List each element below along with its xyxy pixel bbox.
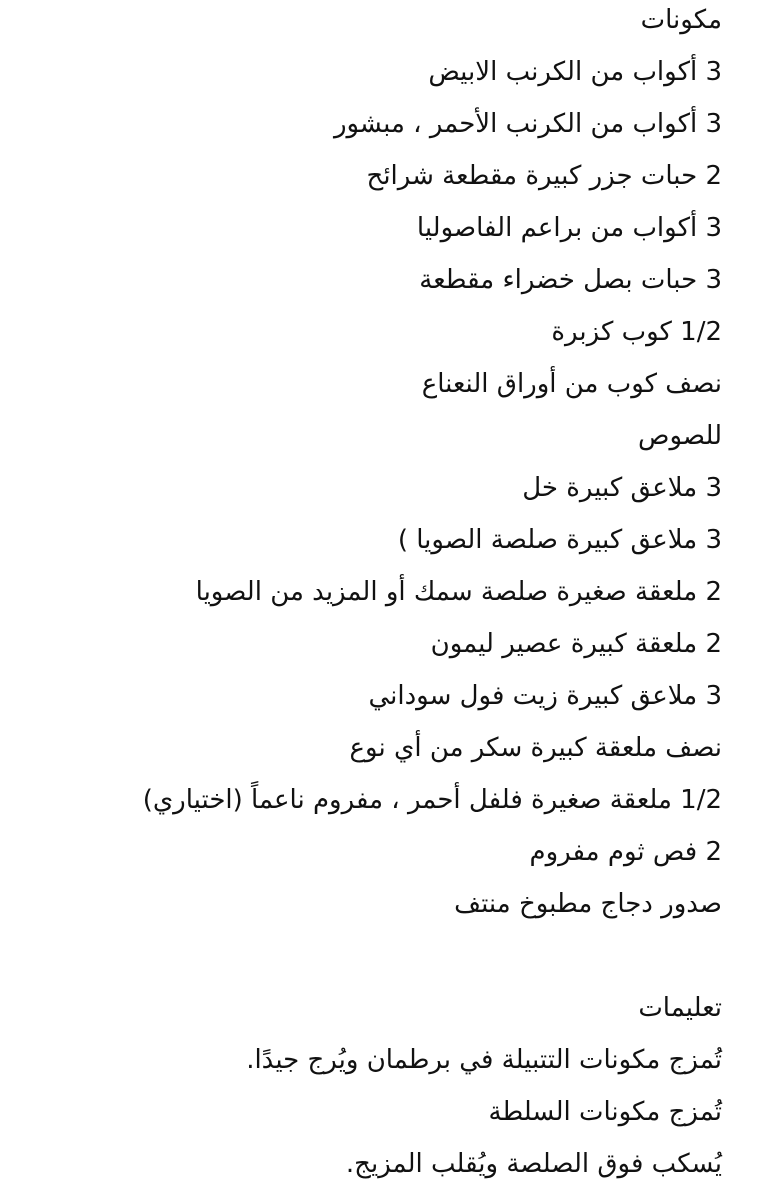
ingredient-item: 3 أكواب من الكرنب الابيض [428, 57, 722, 87]
sauce-item: 2 ملعقة كبيرة عصير ليمون [430, 629, 722, 659]
sauce-item: 2 فص ثوم مفروم [529, 837, 722, 867]
sauce-item: صدور دجاج مطبوخ منتف [454, 889, 722, 919]
sauce-item: 3 ملاعق كبيرة صلصة الصويا ) [397, 525, 722, 555]
sauce-item: 3 ملاعق كبيرة زيت فول سوداني [368, 681, 722, 711]
instruction-step: يُسكب فوق الصلصة ويُقلب المزيج. [345, 1149, 722, 1179]
ingredient-item: 2 حبات جزر كبيرة مقطعة شرائح [366, 161, 722, 191]
ingredient-item: 1/2 كوب كزبرة [551, 317, 722, 347]
sauce-item: 3 ملاعق كبيرة خل [522, 473, 722, 503]
ingredient-item: 3 حبات بصل خضراء مقطعة [419, 265, 722, 295]
ingredient-item: 3 أكواب من الكرنب الأحمر ، مبشور [333, 109, 722, 139]
ingredient-item: نصف كوب من أوراق النعناع [421, 369, 722, 399]
instruction-step: تُمزج مكونات التتبيلة في برطمان ويُرج جيدًا. [246, 1045, 722, 1075]
instruction-step: تُمزج مكونات السلطة [488, 1097, 722, 1127]
instructions-heading: تعليمات [638, 993, 722, 1023]
ingredient-item: 3 أكواب من براعم الفاصوليا [416, 213, 722, 243]
sauce-item: نصف ملعقة كبيرة سكر من أي نوع [349, 733, 722, 763]
sauce-heading: للصوص [638, 421, 722, 451]
sauce-item: 1/2 ملعقة صغيرة فلفل أحمر ، مفروم ناعماً (اختياري) [142, 785, 722, 815]
ingredients-heading: مكونات [640, 5, 722, 35]
sauce-item: 2 ملعقة صغيرة صلصة سمك أو المزيد من الصويا [195, 577, 722, 607]
